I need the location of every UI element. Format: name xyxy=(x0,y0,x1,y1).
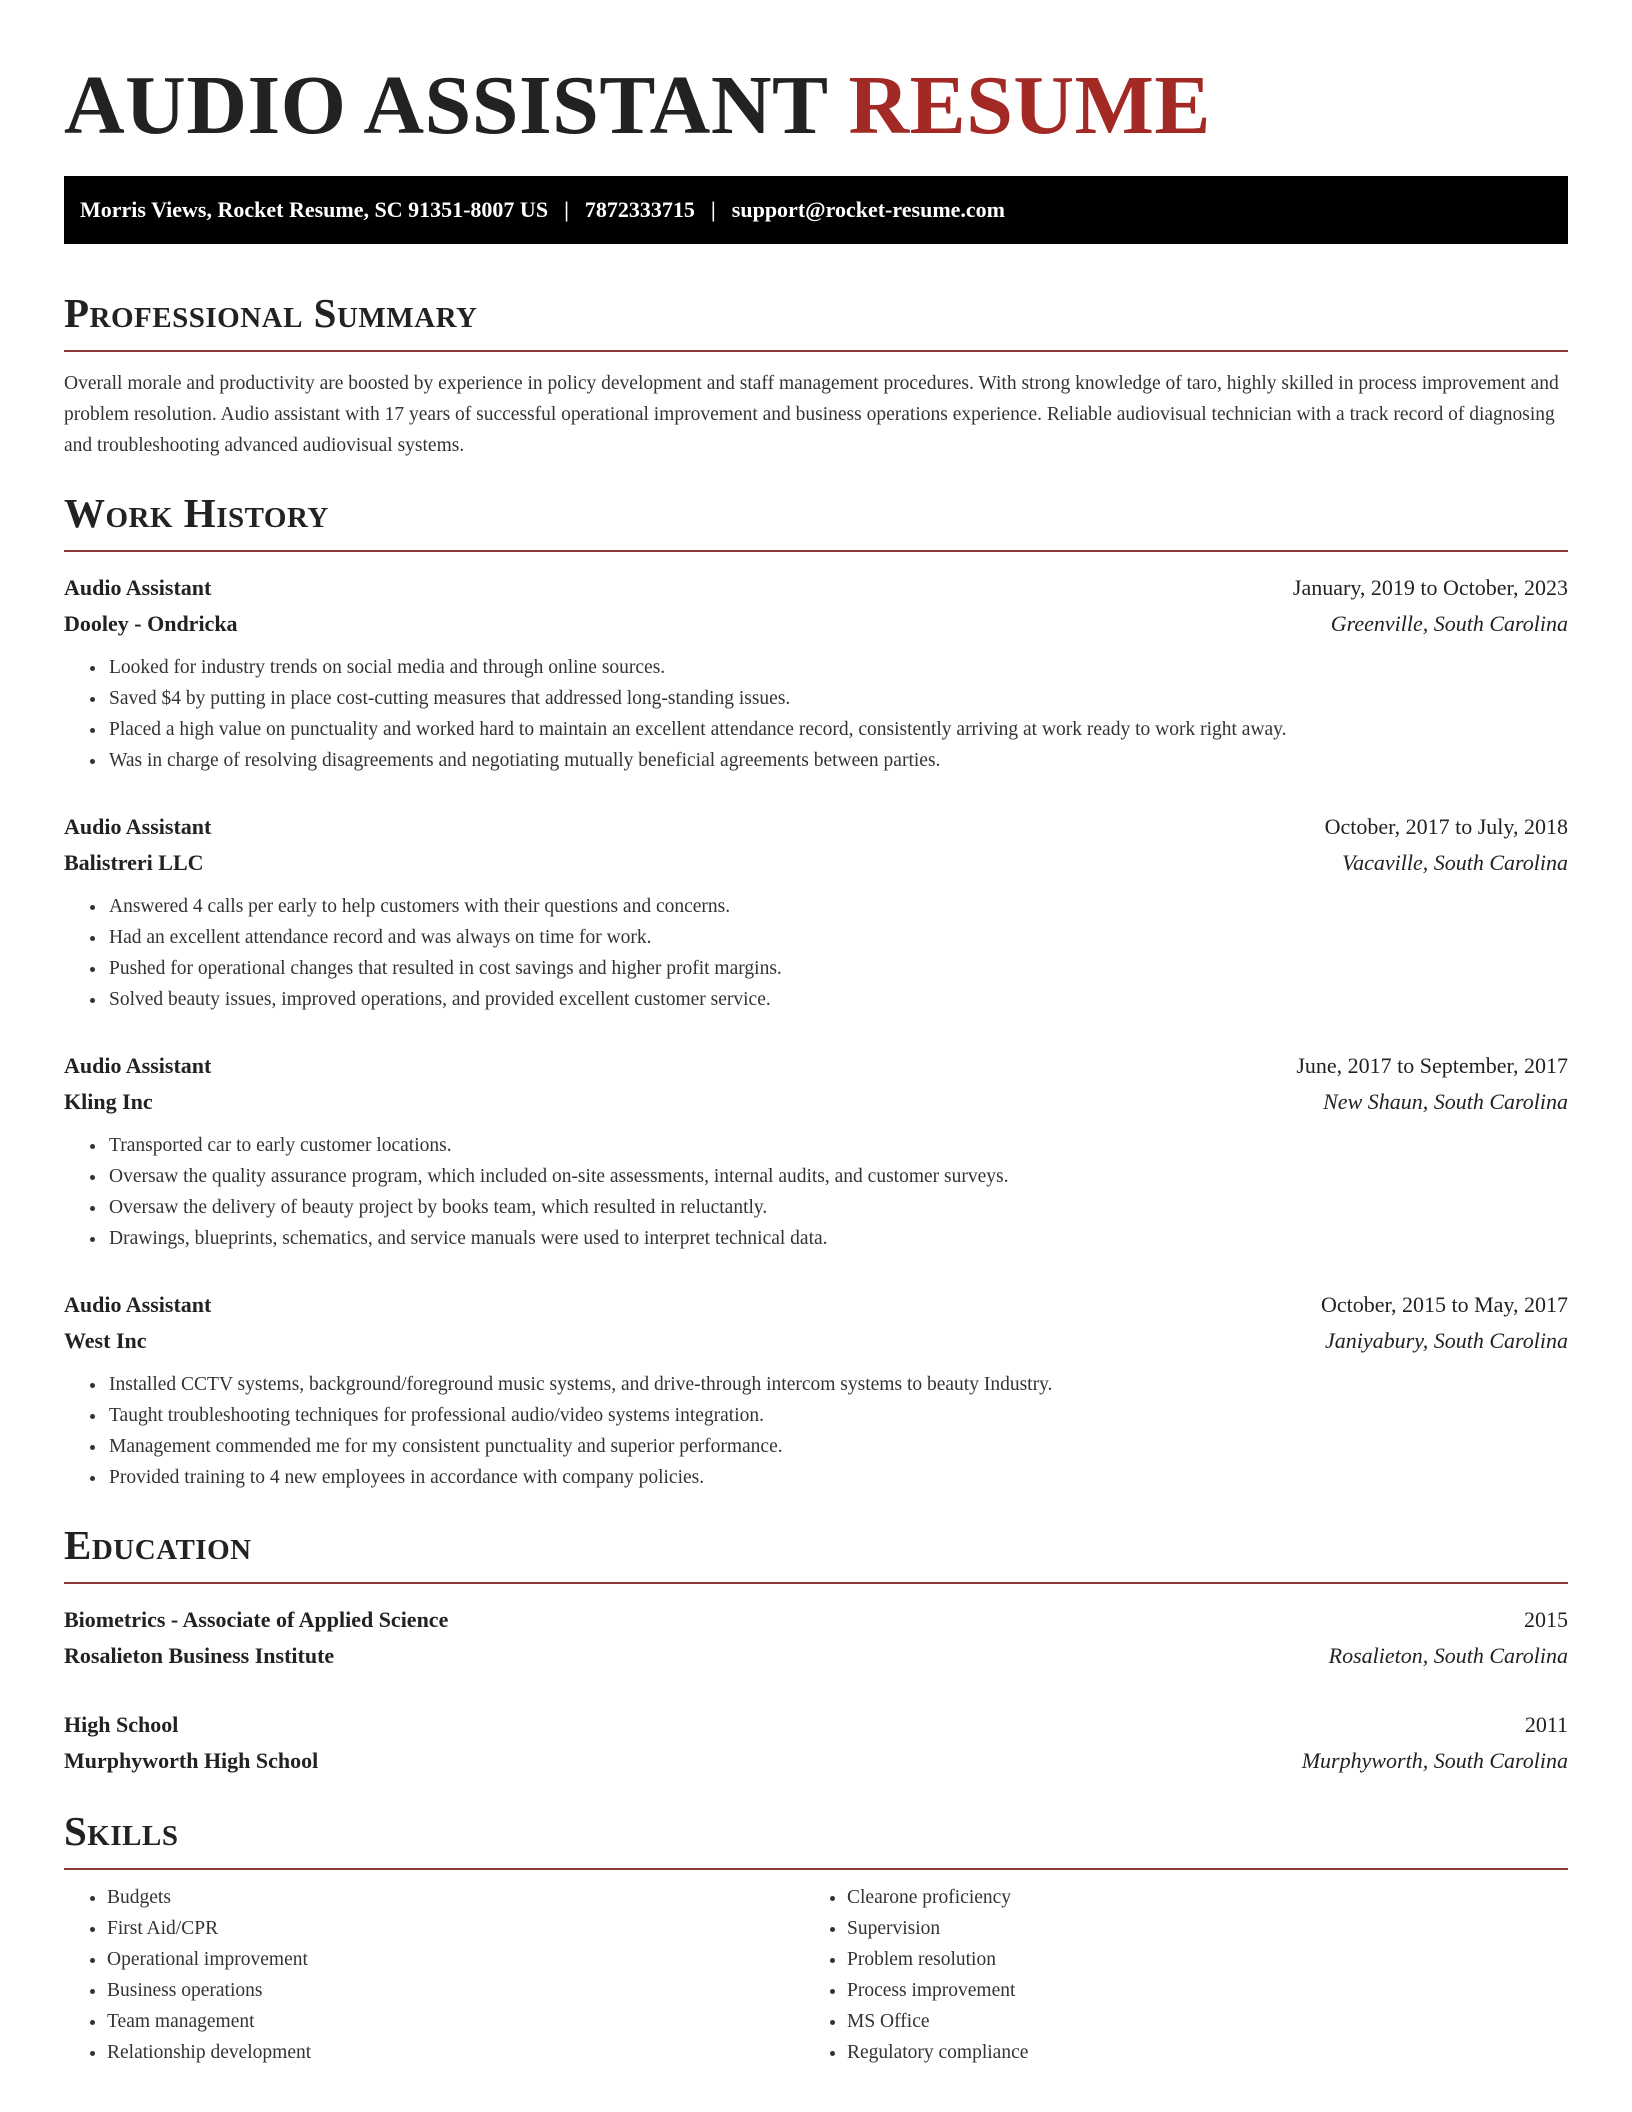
job-bullets xyxy=(64,652,1568,776)
job-company: Dooley - Ondricka xyxy=(64,611,238,636)
job-bullet: • Placed a high value on punctuality and worked hard to maintain an excellent attendance record, consistently arriving at work ready to work right away. xyxy=(107,714,1568,745)
job-title: Audio Assistant xyxy=(64,1292,212,1317)
work-history-section xyxy=(64,488,1568,1493)
job-bullet: • Taught troubleshooting techniques for professional audio/video systems integration. xyxy=(107,1400,1568,1431)
education-degree: High School xyxy=(64,1712,179,1737)
job-bullet: • Pushed for operational changes that resulted in cost savings and higher profit margins. xyxy=(107,953,1568,984)
job-entry xyxy=(64,1287,1568,1493)
contact-separator: | xyxy=(710,197,716,222)
contact-address: Morris Views, Rocket Resume, SC 91351-8007 US xyxy=(80,197,549,222)
job-bullet: • Drawings, blueprints, schematics, and service manuals were used to interpret technical data. xyxy=(107,1223,1568,1254)
job-dates: October, 2015 to May, 2017 xyxy=(1321,1292,1568,1317)
job-title: Audio Assistant xyxy=(64,575,212,600)
job-bullet: • Looked for industry trends on social media and through online sources. xyxy=(107,652,1568,683)
job-dates: January, 2019 to October, 2023 xyxy=(1292,575,1568,600)
skills-heading: Skills xyxy=(64,1806,1568,1870)
job-location: Vacaville, South Carolina xyxy=(1342,850,1568,875)
job-bullet: • Solved beauty issues, improved operations, and provided excellent customer service. xyxy=(107,984,1568,1015)
work-history-heading: Work History xyxy=(64,488,1568,552)
job-bullets xyxy=(64,1130,1568,1254)
skills-list-right xyxy=(804,1882,1544,2068)
job-entry xyxy=(64,809,1568,1015)
job-location: Greenville, South Carolina xyxy=(1330,611,1568,636)
education-school: Rosalieton Business Institute xyxy=(64,1643,335,1668)
skill-item: • Process improvement xyxy=(847,1975,1544,2006)
job-bullet: • Had an excellent attendance record and was always on time for work. xyxy=(107,922,1568,953)
title-main: AUDIO ASSISTANT xyxy=(64,59,828,152)
education-degree: Biometrics - Associate of Applied Science xyxy=(64,1607,449,1632)
job-bullet: • Management commended me for my consistent punctuality and superior performance. xyxy=(107,1431,1568,1462)
skills-columns xyxy=(64,1882,1568,2068)
education-year: 2015 xyxy=(1524,1607,1568,1632)
job-bullet: • Installed CCTV systems, background/foreground music systems, and drive-through intercom systems to beauty Industry. xyxy=(107,1369,1568,1400)
skill-item: • Problem resolution xyxy=(847,1944,1544,1975)
job-bullet: • Was in charge of resolving disagreements and negotiating mutually beneficial agreements between parties. xyxy=(107,745,1568,776)
skill-item: • Clearone proficiency xyxy=(847,1882,1544,1913)
job-location: Janiyabury, South Carolina xyxy=(1324,1328,1568,1353)
education-school: Murphyworth High School xyxy=(64,1748,319,1773)
skill-item: • MS Office xyxy=(847,2006,1544,2037)
job-title: Audio Assistant xyxy=(64,1053,212,1078)
job-company: Kling Inc xyxy=(64,1089,153,1114)
skill-item: • Relationship development xyxy=(107,2037,804,2068)
skill-item: • Team management xyxy=(107,2006,804,2037)
summary-text: Overall morale and productivity are boosted by experience in policy development and staff management procedures. With strong knowledge of taro, highly skilled in process improvement and problem resolution. Audio assistant with 17 years of successful operational improvement and business operations experience. Reliable audiovisual technician with a track record of diagnosing and troubleshooting advanced audiovisual systems. xyxy=(64,373,1559,456)
education-section xyxy=(64,1520,1568,1779)
job-bullet: • Answered 4 calls per early to help customers with their questions and concerns. xyxy=(107,891,1568,922)
job-bullet: • Saved $4 by putting in place cost-cutting measures that addressed long-standing issues. xyxy=(107,683,1568,714)
resume-title xyxy=(64,0,1568,156)
contact-phone: 7872333715 xyxy=(584,197,695,222)
skill-item: • Business operations xyxy=(107,1975,804,2006)
job-dates: June, 2017 to September, 2017 xyxy=(1296,1053,1568,1078)
job-bullets xyxy=(64,891,1568,1015)
education-entry xyxy=(64,1707,1568,1779)
title-accent: RESUME xyxy=(848,59,1211,152)
job-bullet: • Transported car to early customer locations. xyxy=(107,1130,1568,1161)
skills-section xyxy=(64,1806,1568,2068)
job-bullet: • Provided training to 4 new employees in accordance with company policies. xyxy=(107,1462,1568,1493)
skills-list-left xyxy=(64,1882,804,2068)
job-dates: October, 2017 to July, 2018 xyxy=(1324,814,1568,839)
contact-email: support@rocket-resume.com xyxy=(731,197,1005,222)
education-heading: Education xyxy=(64,1520,1568,1584)
job-title: Audio Assistant xyxy=(64,814,212,839)
skill-item: • Supervision xyxy=(847,1913,1544,1944)
job-bullet: • Oversaw the delivery of beauty project by books team, which resulted in reluctantly. xyxy=(107,1192,1568,1223)
job-location: New Shaun, South Carolina xyxy=(1323,1089,1568,1114)
job-bullets xyxy=(64,1369,1568,1493)
skill-item: • Budgets xyxy=(107,1882,804,1913)
contact-bar xyxy=(64,176,1568,244)
education-location: Murphyworth, South Carolina xyxy=(1301,1748,1568,1773)
job-entry xyxy=(64,570,1568,776)
summary-section xyxy=(64,288,1568,461)
job-company: West Inc xyxy=(64,1328,147,1353)
summary-heading: Professional Summary xyxy=(64,288,1568,352)
resume-content xyxy=(64,0,1568,2068)
skill-item: • Regulatory compliance xyxy=(847,2037,1544,2068)
education-year: 2011 xyxy=(1524,1712,1568,1737)
job-company: Balistreri LLC xyxy=(64,850,204,875)
skill-item: • First Aid/CPR xyxy=(107,1913,804,1944)
education-entry xyxy=(64,1602,1568,1674)
contact-separator: | xyxy=(564,197,569,222)
job-bullet: • Oversaw the quality assurance program, which included on-site assessments, internal audits, and customer surveys. xyxy=(107,1161,1568,1192)
job-entry xyxy=(64,1048,1568,1254)
skill-item: • Operational improvement xyxy=(107,1944,804,1975)
education-location: Rosalieton, South Carolina xyxy=(1328,1643,1568,1668)
